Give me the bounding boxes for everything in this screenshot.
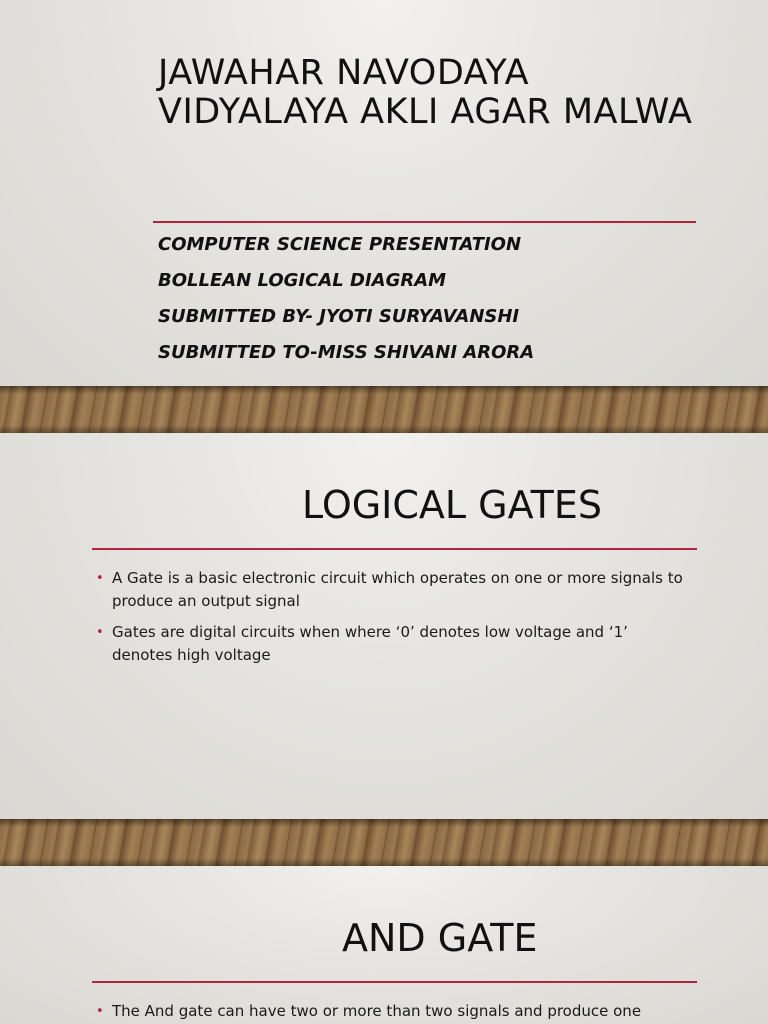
bullet-list (96, 1000, 686, 1024)
slide-and-gate (0, 866, 768, 1024)
bullet-item (96, 567, 686, 613)
heading-divider (92, 548, 697, 550)
bullet-icon: • (96, 1004, 104, 1019)
bullet-item (96, 621, 686, 667)
subtitle-lines (158, 233, 534, 377)
wood-floor-divider (0, 386, 768, 433)
subtitle-line: SUBMITTED BY- JYOTI SURYAVANSHI (158, 306, 520, 327)
slide-heading: AND GATE (342, 916, 538, 960)
subtitle-line: BOLLEAN LOGICAL DIAGRAM (158, 270, 447, 291)
title-divider (153, 221, 696, 223)
bullet-icon: • (96, 571, 104, 586)
bullet-text: Gates are digital circuits when where ‘0’ denotes low voltage and ‘1’ denotes high voltage (112, 623, 628, 664)
subtitle-line: COMPUTER SCIENCE PRESENTATION (158, 234, 522, 255)
slide-logical-gates (0, 433, 768, 819)
bullet-item (96, 1000, 686, 1023)
heading-divider (92, 981, 697, 983)
slide-heading: LOGICAL GATES (302, 483, 602, 527)
bullet-text: The And gate can have two or more than two signals and produce one (112, 1002, 642, 1020)
wood-floor-divider (0, 819, 768, 866)
subtitle-line: SUBMITTED TO-MISS SHIVANI ARORA (158, 342, 535, 363)
slide-title-heading: JAWAHAR NAVODAYA VIDYALAYA AKLI AGAR MALWA (158, 53, 693, 132)
bullet-text: A Gate is a basic electronic circuit which operates on one or more signals to produce an output signal (112, 569, 683, 610)
slide-title (0, 0, 768, 386)
bullet-icon: • (96, 625, 104, 640)
bullet-list (96, 567, 686, 675)
